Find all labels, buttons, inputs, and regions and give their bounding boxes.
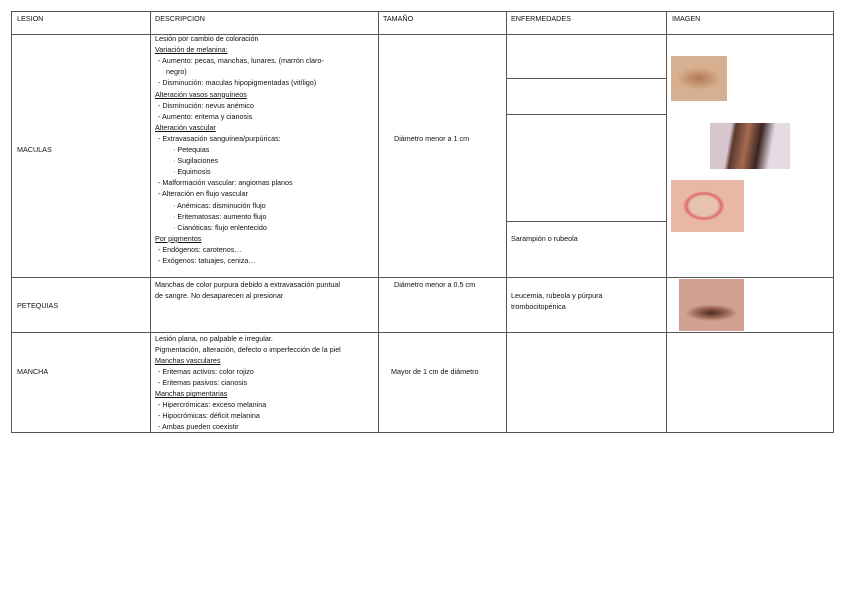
description-line: - Extravasación sanguínea/purpúricas: [158, 133, 281, 143]
header-enfermedades: ENFERMEDADES [511, 14, 571, 23]
description-line: - Eritemas pasivos: cianosis [158, 378, 248, 387]
col-divider [378, 11, 379, 433]
description-line: Alteración vascular [155, 122, 216, 132]
description-line: · Petequias [173, 145, 210, 154]
header-lesion: LESION [17, 14, 44, 23]
lesion-petequias: PETEQUIAS [17, 301, 59, 310]
description-line: - Exógenos: tatuajes, ceniza… [158, 256, 256, 265]
ring-macula-image [671, 180, 744, 232]
size-maculas: Diámetro menor a 1 cm [394, 134, 470, 143]
description-line: - Eritemas activos: color rojizo [158, 367, 254, 376]
cell-divider [506, 78, 666, 79]
table-border [11, 11, 834, 12]
col-divider [506, 11, 507, 433]
size-petequias: Diámetro menor a 0.5 cm [394, 280, 476, 289]
lesion-maculas: MACULAS [17, 145, 52, 154]
description-line: - Hipercrómicas: exceso melanina [158, 400, 267, 409]
description-line: Lesión plana, no palpable e irregular. [155, 334, 273, 343]
description-line: - Aumento: pecas, manchas, lunares. (marrón claro- [158, 56, 324, 66]
row-divider [11, 277, 834, 278]
description-line: · Anémicas: disminución flujo [173, 200, 266, 210]
description-line: negro) [166, 67, 187, 77]
col-divider [666, 11, 667, 433]
row-divider [11, 332, 834, 333]
col-divider [150, 11, 151, 433]
table-border [11, 432, 834, 433]
cell-divider [506, 221, 666, 222]
disease-maculas: Sarampión o rubeola [511, 234, 578, 243]
description-line: - Disminución: maculas hipopigmentadas (vitíligo) [158, 78, 317, 88]
cell-divider [506, 114, 666, 115]
description-line: Por pigmentos [155, 233, 202, 243]
petechiae-image [679, 279, 744, 331]
description-line: - Malformación vascular: angiomas planos [158, 178, 293, 188]
vitiligo-image [710, 123, 790, 169]
description-line: Manchas pigmentarias [155, 389, 228, 398]
description-line: · Sugilaciones [173, 156, 219, 166]
description-line: Manchas vasculares [155, 356, 221, 365]
size-mancha: Mayor de 1 cm de diámetro [391, 367, 479, 376]
description-line: - Hipocrómicas: déficit melanina [158, 411, 260, 420]
description-line: · Cianóticas: flujo enlentecido [173, 222, 267, 232]
description-line: - Disminución: nevus anémico [158, 100, 254, 110]
description-line: Variación de melanina: [155, 45, 228, 55]
header-imagen: IMAGEN [672, 14, 701, 23]
header-descripcion: DESCRIPCION [155, 14, 205, 23]
skin-macula-image [671, 56, 727, 101]
description-line: Lesión por cambio de coloración [155, 34, 259, 43]
description-line: - Ambas pueden coexistir [158, 422, 239, 431]
description-line: - Aumento: eritema y cianosis [158, 111, 253, 121]
description-line: Pigmentación, alteración, defecto o imperfección de la piel [155, 345, 341, 354]
description-line: de sangre. No desaparecen al presionar [155, 291, 284, 300]
row-divider [11, 34, 834, 35]
description-line: - Alteración en flujo vascular [158, 189, 248, 199]
table-border [833, 11, 834, 433]
description-line: Alteración vasos sanguíneos [155, 89, 247, 99]
description-line: Manchas de color purpura debido a extravasación puntual [155, 280, 340, 289]
table-border [11, 11, 12, 433]
header-tamano: TAMAÑO [383, 14, 414, 23]
description-line: · Equimosis [173, 167, 211, 177]
description-line: · Eritematosas: aumento flujo [173, 211, 267, 221]
disease-petequias: Leucemia, rubeola y púrpura trombocitopénica [511, 291, 603, 311]
description-line: - Endógenos: carotenos… [158, 244, 242, 254]
lesion-mancha: MANCHA [17, 367, 49, 376]
